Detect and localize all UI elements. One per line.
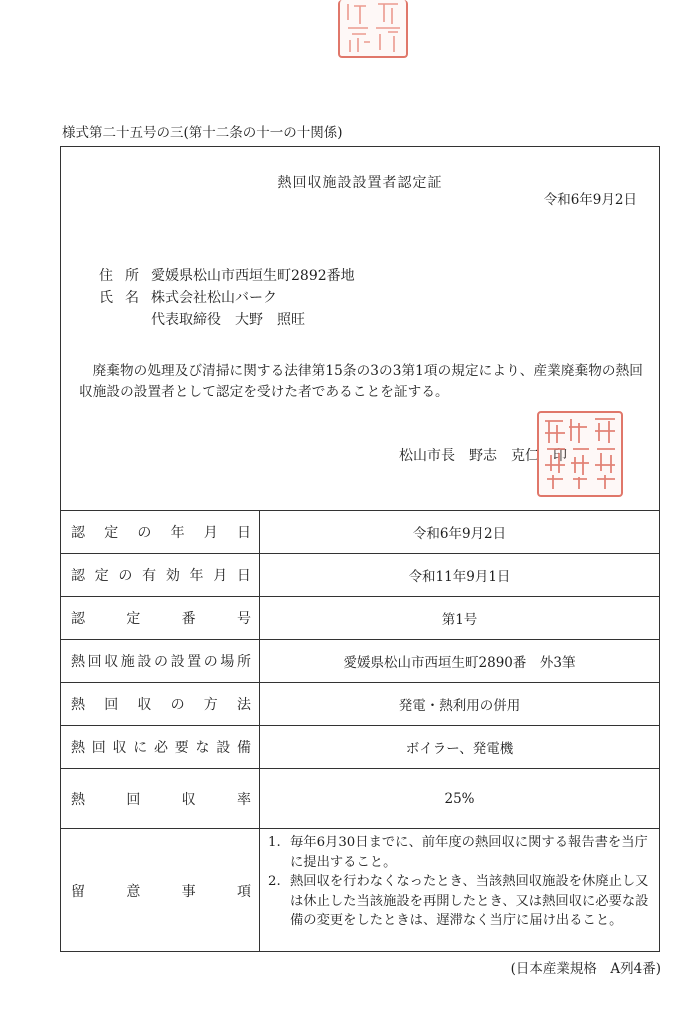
row-value: ボイラー、発電機 <box>405 741 514 757</box>
row-label: 熱 回 収 の 方 法 <box>61 683 260 725</box>
row-label: 認 定 の 有 効 年 月 日 <box>61 554 260 596</box>
row-value: 令和6年9月2日 <box>412 526 507 542</box>
note-item <box>268 833 653 872</box>
table-row <box>61 683 659 726</box>
row-label: 熱 回 収 施 設 の 設 置 の 場 所 <box>61 640 260 682</box>
note-number: 1. <box>268 835 281 850</box>
row-value: 愛媛県松山市西垣生町2890番 外3筆 <box>343 655 576 671</box>
paper-size-note: (日本産業規格 A列4番) <box>510 961 661 977</box>
name-row <box>99 287 277 307</box>
certification-statement: 廃棄物の処理及び清掃に関する法律第15条の3の3第1項の規定により、産業廃棄物の熱回収施設の設置者として認定を受けた者であることを証する。 <box>79 363 644 400</box>
table-row <box>61 726 659 769</box>
mayor-surname: 野志 <box>469 448 497 464</box>
notes-row <box>61 829 659 952</box>
table-row <box>61 597 659 640</box>
form-number-label: 様式第二十五号の三(第十二条の十一の十関係) <box>62 125 343 141</box>
mayor-given-name: 克仁 <box>511 448 539 464</box>
notes-list <box>260 829 659 952</box>
note-number: 2. <box>268 874 281 889</box>
address-value: 愛媛県松山市西垣生町2892番地 <box>151 268 355 284</box>
note-item <box>268 872 653 931</box>
row-value: 令和11年9月1日 <box>408 569 511 585</box>
row-value: 25% <box>444 790 475 807</box>
certificate-frame <box>60 146 660 952</box>
table-row <box>61 640 659 683</box>
notes-label: 留 意 事 項 <box>61 829 260 952</box>
top-seal-image <box>338 0 408 58</box>
row-value: 第1号 <box>441 612 478 628</box>
table-row <box>61 769 659 829</box>
issue-date: 令和6年9月2日 <box>543 192 637 208</box>
row-label: 認 定 番 号 <box>61 597 260 639</box>
note-text: 熱回収を行わなくなったとき、当該熱回収施設を休廃止し又は休止した当該施設を再開したとき、又は熱回収に必要な設備の変更をしたときは、遅滞なく当庁に届け出ること。 <box>290 874 649 928</box>
row-label: 熱 回 収 率 <box>61 769 260 828</box>
representative: 代表取締役 大野 照旺 <box>151 312 305 328</box>
details-table <box>61 510 659 952</box>
row-value: 発電・熱利用の併用 <box>398 698 521 714</box>
note-text: 毎年6月30日までに、前年度の熱回収に関する報告書を当庁に提出すること。 <box>290 835 648 870</box>
seal-mark: 印 <box>553 448 567 464</box>
table-row <box>61 511 659 554</box>
mayor-seal-image <box>537 411 623 497</box>
company-name: 株式会社松山バーク <box>151 290 277 306</box>
table-row <box>61 554 659 597</box>
row-label: 熱 回 収 に 必 要 な 設 備 <box>61 726 260 768</box>
certificate-title: 熱回収施設設置者認定証 <box>277 175 443 191</box>
row-label: 認 定 の 年 月 日 <box>61 511 260 553</box>
mayor-title: 松山市長 <box>399 448 455 464</box>
address-row <box>99 265 355 285</box>
address-label: 住所 <box>99 268 151 284</box>
name-label: 氏名 <box>99 290 151 306</box>
